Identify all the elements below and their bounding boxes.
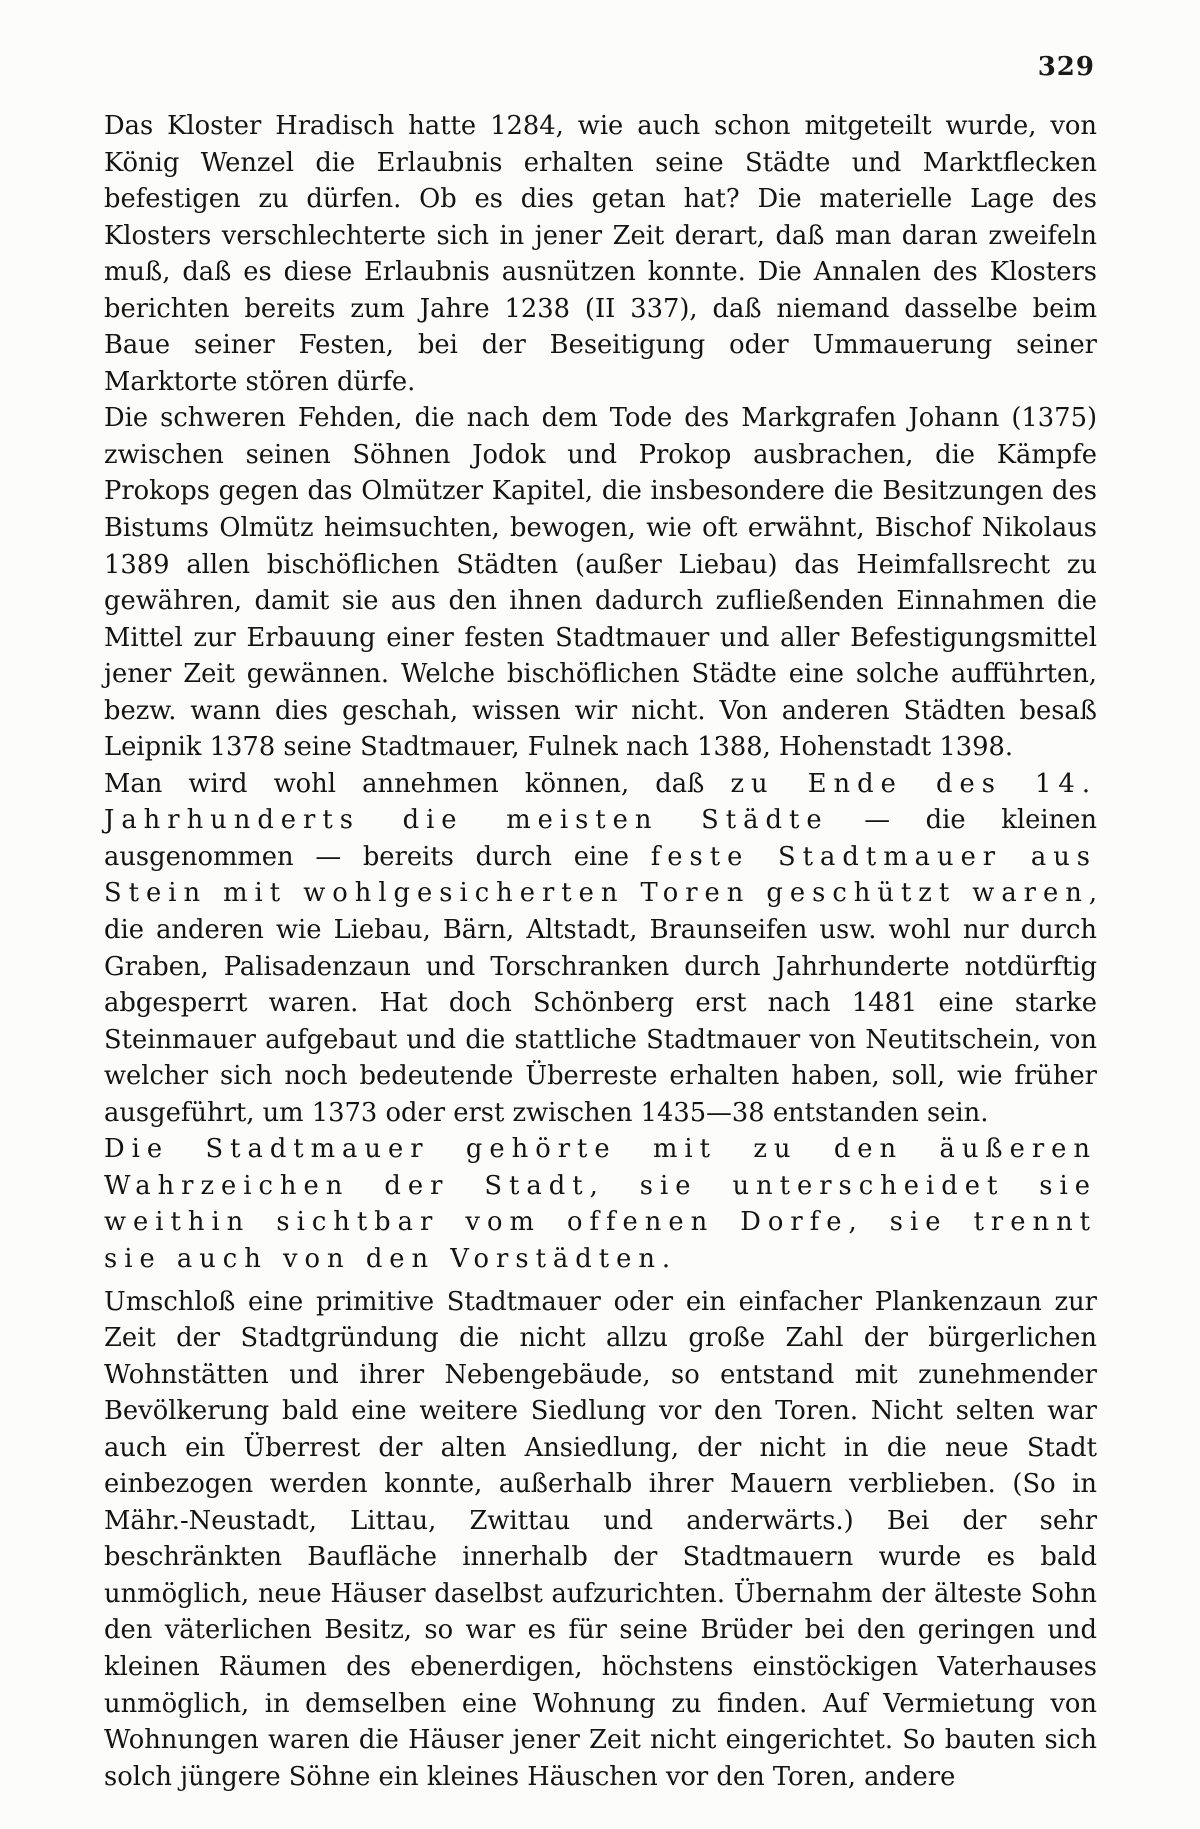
paragraph-4 [104, 1131, 1097, 1277]
spaced-emphasis: Die Stadtmauer gehörte mit zu den äußeren Wahrzeichen der Stadt, sie unterscheidet sie weithin sichtbar vom offenen Dorfe, sie trennt sie auch von den Vorstädten. [104, 1134, 1097, 1274]
text-run: Umschloß eine primitive Stadtmauer oder ein einfacher Plankenzaun zur Zeit der Stadtgründung die nicht allzu große Zahl der bürgerlichen Wohnstätten und ihrer Nebengebäude, so entstand mit zunehmender Bevölkerung bald eine weitere Siedlung vor den Toren. Nicht selten war auch ein Überrest der alten Ansiedlung, der nicht in die neue Stadt einbezogen werden konnte, außerhalb ihrer Mauern verblieben. (So in Mähr.-Neustadt, Littau, Zwittau und anderwärts.) Bei der sehr beschränkten Baufläche innerhalb der Stadtmauern wurde es bald unmöglich, neue Häuser daselbst aufzurichten. Übernahm der älteste Sohn den väterlichen Besitz, so war es für seine Brüder bei den geringen und kleinen Räumen des ebenerdigen, höchstens einstöckigen Vaterhauses unmöglich, in demselben eine Wohnung zu finden. Auf Vermietung von Wohnungen waren die Häuser jener Zeit nicht eingerichtet. So bauten sich solch jüngere Söhne ein kleines Häuschen vor den Toren, andere [104, 1286, 1097, 1792]
spaced-emphasis: zu Ende des 14. Jahrhunderts die meisten Städte [104, 768, 1097, 836]
paragraph-3 [104, 766, 1097, 1131]
spaced-emphasis: feste Stadtmauer aus Stein mit wohlgesicherten Toren geschützt waren [104, 841, 1097, 909]
paragraph-5 [104, 1284, 1097, 1796]
page-number: 329 [1037, 52, 1095, 82]
text-run: Das Kloster Hradisch hatte 1284, wie auch schon mitgeteilt wurde, von König Wenzel die Erlaubnis erhalten seine Städte und Marktflecken befestigen zu dürfen. Ob es dies getan hat? Die materielle Lage des Klosters verschlechterte sich in jener Zeit derart, daß man daran zweifeln muß, daß es diese Erlaubnis ausnützen konnte. Die Annalen des Klosters berichten bereits zum Jahre 1238 (II 337), daß niemand dasselbe beim Baue seiner Festen, bei der Beseitigung oder Ummauerung seiner Marktorte stören dürfe. [104, 111, 1097, 397]
paragraph-1 [104, 108, 1097, 400]
paragraph-2 [104, 400, 1097, 765]
body-text [104, 108, 1097, 1795]
text-run: Die schweren Fehden, die nach dem Tode des Markgrafen Johann (1375) zwischen seinen Söhnen Jodok und Prokop ausbrachen, die Kämpfe Prokops gegen das Olmützer Kapitel, die insbesondere die Besitzungen des Bistums Olmütz heimsuchten, bewogen, wie oft erwähnt, Bischof Nikolaus 1389 allen bischöflichen Städten (außer Liebau) das Heimfallsrecht zu gewähren, damit sie aus den ihnen dadurch zufließenden Einnahmen die Mittel zur Erbauung einer festen Stadtmauer und aller Befestigungsmittel jener Zeit gewännen. Welche bischöflichen Städte eine solche aufführten, bezw. wann dies geschah, wissen wir nicht. Von anderen Städten besaß Leipnik 1378 seine Stadtmauer, Fulnek nach 1388, Hohenstadt 1398. [104, 403, 1097, 763]
text-run: Man wird wohl annehmen können, daß [104, 768, 731, 799]
text-run: , die anderen wie Liebau, Bärn, Altstadt, Braunseifen usw. wohl nur durch Graben, Palisadenzaun und Torschranken durch Jahrhunderte notdürftig abgesperrt waren. Hat doch Schönberg erst nach 1481 eine starke Steinmauer aufgebaut und die stattliche Stadtmauer von Neutitschein, von welcher sich noch bedeutende Überreste erhalten haben, soll, wie früher ausgeführt, um 1373 oder erst zwischen 1435—38 entstanden sein. [104, 878, 1097, 1128]
text-run: — die kleinen ausgenommen — bereits durch eine [104, 805, 1097, 872]
